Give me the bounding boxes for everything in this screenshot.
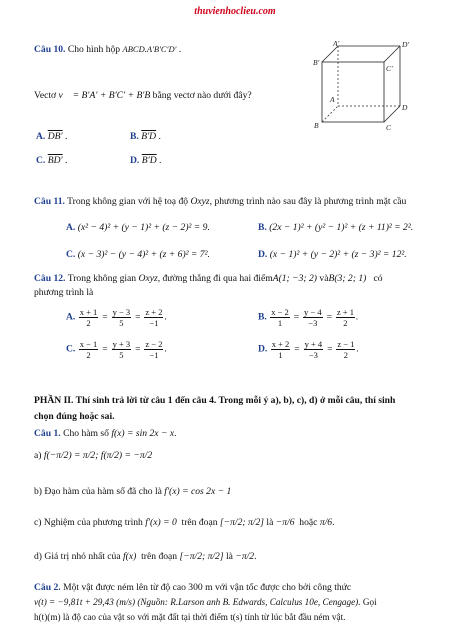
q12-stem-line2: phương trình là: [34, 287, 94, 298]
q11-stem: Câu 11. Trong không gian với hệ toạ độ Oxyz, phương trình nào sau đây là phương trình mặt cầu: [34, 196, 407, 207]
label-D1: D′: [402, 40, 410, 49]
q11-option-a[interactable]: A. (x² − 4)² + (y − 1)² + (z − 2)² = 9.: [66, 222, 210, 233]
site-header: thuvienhoclieu.com: [194, 6, 276, 17]
p1-statement-c[interactable]: c) Nghiệm của phương trình f′(x) = 0 trên đoạn [−π/2; π/2] là −π/6 hoặc π/6.: [34, 517, 335, 528]
p2-stem-line1: Câu 2. Một vật được ném lên từ độ cao 300 m với vận tốc được cho bởi công thức: [34, 582, 352, 593]
q10-vector-expr: v⃗ = B′A′ + B′C′ + B′B: [58, 90, 151, 101]
q11-option-b[interactable]: B. (2x − 1)² + (y² − 1)² + (z + 11)² = 2².: [258, 222, 414, 233]
label-B1: B′: [313, 58, 320, 67]
q12-option-c[interactable]: C. $\frac{x - 1}{2}$ = $\frac{y + 3}{5}$ = $\frac{z - 2}{-1}$ .: [66, 339, 167, 360]
p2-stem-line3: h(t)(m) là độ cao của vật so với mặt đất tại thời điểm t(s) tính từ lúc bắt đầu ném vật.: [34, 612, 346, 622]
q10-stem: Câu 10. Cho hình hộp ABCD.A′B′C′D′ .: [34, 44, 182, 55]
p1-stem: Câu 1. Cho hàm số f(x) = sin 2x − x.: [34, 428, 177, 439]
label-C: C: [386, 123, 392, 132]
part2-heading-line2: chọn đúng hoặc sai.: [34, 411, 115, 422]
part2-heading-line1: PHẦN II. Thí sinh trả lời từ câu 1 đến câu 4. Trong mỗi ý a), b), c), d) ở mỗi câu, thí sinh: [34, 395, 396, 406]
p1-a-expr: f(−π/2) = π/2; f(π/2) = −π/2: [43, 450, 153, 461]
q10-option-a[interactable]: A. DB′ .: [36, 131, 68, 142]
label-C1: C′: [386, 64, 393, 73]
q10-vector-line: Vectơ v⃗ = B′A′ + B′C′ + B′B bằng vectơ nào dưới đây?: [34, 90, 252, 101]
q12-option-b[interactable]: B. $\frac{x - 2}{1}$ = $\frac{y - 4}{-3}$ = $\frac{z + 1}{2}$ .: [258, 307, 359, 328]
p1-statement-d[interactable]: d) Giá trị nhỏ nhất của f(x) trên đoạn [−π/2; π/2] là −π/2.: [34, 551, 257, 562]
q12-stem: Câu 12. Trong không gian Oxyz, đường thẳng đi qua hai điểmA(1; −3; 2) vàB(3; 2; 1) có: [34, 273, 383, 284]
q10-option-d[interactable]: D. B′D .: [130, 155, 162, 166]
q10-figure: ABCD.A′B′C′D′: [122, 44, 177, 54]
label-A: A: [330, 95, 335, 104]
p2-stem-line2: v(t) = −9,81t + 29,43 (m/s) (Nguồn: R.Larson anh B. Edwards, Calculus 10e, Cengage). Gọi: [34, 597, 377, 607]
p1-statement-b[interactable]: b) Đạo hàm của hàm số đã cho là f′(x) = cos 2x − 1: [34, 486, 232, 497]
q11-option-d[interactable]: D. (x − 1)² + (y − 2)² + (z − 3)² = 12².: [258, 249, 407, 260]
label-D: D: [402, 103, 408, 112]
q11-option-c[interactable]: C. (x − 3)² − (y − 4)² + (z + 6)² = 7².: [66, 249, 210, 260]
q10-option-c[interactable]: C. BD′ .: [36, 155, 68, 166]
label-A1: A′: [333, 40, 340, 48]
q12-option-a[interactable]: A. $\frac{x + 1}{2}$ = $\frac{y - 3}{5}$ = $\frac{z + 2}{-1}$ .: [66, 307, 167, 328]
p1-statement-a[interactable]: a) f(−π/2) = π/2; f(π/2) = −π/2: [34, 450, 153, 461]
label-B: B: [314, 121, 319, 130]
q12-option-d[interactable]: D. $\frac{x + 2}{1}$ = $\frac{y + 4}{-3}$ = $\frac{z - 1}{2}$ .: [258, 339, 359, 360]
box-figure: [310, 40, 420, 132]
q10-label: Câu 10.: [34, 44, 66, 55]
q10-option-b[interactable]: B. B′D .: [130, 131, 161, 142]
